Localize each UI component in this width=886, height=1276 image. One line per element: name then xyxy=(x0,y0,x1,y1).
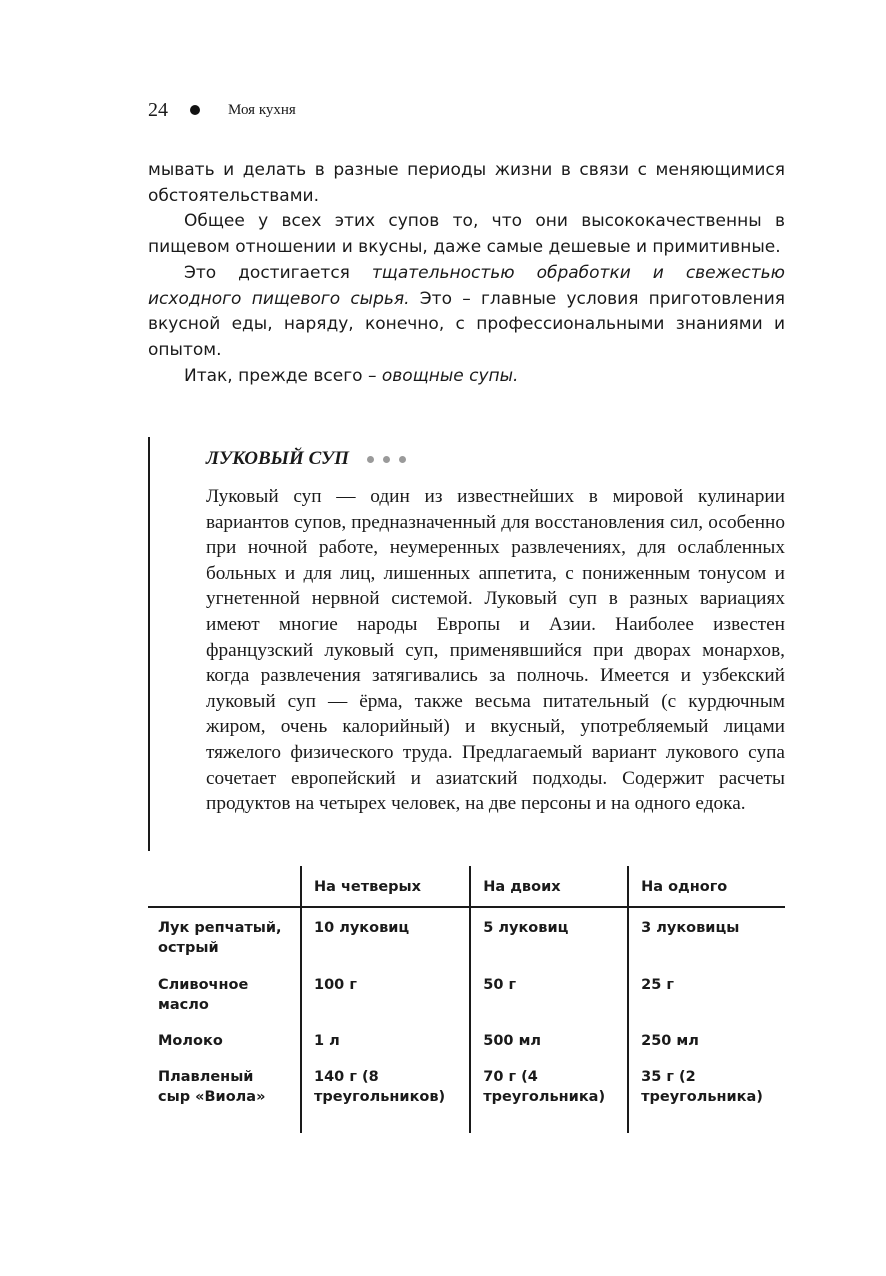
table-cell: Лук репчатый, острый xyxy=(158,920,282,956)
table-cell: 100 г xyxy=(301,965,470,1021)
table-row xyxy=(148,1021,785,1057)
paragraph-4 xyxy=(148,364,785,390)
table-row xyxy=(148,1057,785,1133)
table-cell: 70 г (4 треугольника) xyxy=(470,1057,628,1133)
table-cell: Плавленый сыр «Виола» xyxy=(158,1069,266,1105)
ornament-dots-icon xyxy=(367,456,415,463)
table-cell: 250 мл xyxy=(628,1021,785,1057)
table-header-row xyxy=(148,866,785,907)
table-row xyxy=(148,965,785,1021)
section-heading xyxy=(206,444,785,474)
section-title: ЛУКОВЫЙ СУП xyxy=(206,448,350,469)
table-cell: 50 г xyxy=(470,965,628,1021)
bullet-icon xyxy=(190,105,200,115)
paragraph-2: Общее у всех этих супов то, что они высококачественны в пищевом отношении и вкусны, даже самые дешевые и примитивные. xyxy=(148,211,785,258)
page-header xyxy=(148,98,296,122)
table-cell: 140 г (8 треугольников) xyxy=(301,1057,470,1133)
paragraph-3-start: Это достигается xyxy=(184,262,372,283)
table-cell: Сливочное масло xyxy=(158,977,249,1013)
table-cell: 10 луковиц xyxy=(301,907,470,965)
section-body: Луковый суп — один из известнейших в мировой кулинарии вариантов супов, предназначенный для восстановления сил, особенно при ночной работе, неумеренных развлечениях, для ослабленных больных и для лиц, лишенных аппетита, с пониженным тонусом и угнетенной нервной системой. Луковый суп в разных вариациях имеют многие народы Европы и Азии. Наиболее известен французский луковый суп, применявшийся при дворах монархов, когда развлечения затягивались за полночь. Имеется и узбекский луковый суп — ёрма, также весьма питательный (с курдючным жиром, очень калорийный) и вкусный, употребляемый лицами тяжелого физического труда. Предлагаемый вариант лукового супа сочетает европейский и азиатский подходы. Содержит расчеты продуктов на четырех человек, на две персоны и на одного едока. xyxy=(206,486,785,815)
running-title: Моя кухня xyxy=(228,101,296,118)
page-number: 24 xyxy=(148,98,168,121)
paragraph-4-emphasis: овощные супы. xyxy=(381,365,519,386)
paragraph-4-start: Итак, прежде всего – xyxy=(184,365,382,386)
table-cell: 500 мл xyxy=(470,1021,628,1057)
table-cell: 35 г (2 треугольника) xyxy=(628,1057,785,1133)
paragraph-1: мывать и делать в разные периоды жизни в связи с меняющимися обстоятельствами. xyxy=(148,160,785,206)
table-cell: 1 л xyxy=(301,1021,470,1057)
table-cell: 5 луковиц xyxy=(470,907,628,965)
table-header-cell: На четверых xyxy=(301,866,470,907)
paragraph-3-emphasis: тщательностью обработки и свежестью исходного пищевого сырья. xyxy=(148,262,785,309)
paragraph-3 xyxy=(148,261,785,364)
table-cell: 25 г xyxy=(628,965,785,1021)
paragraph-3-end: Это – главные условия приготовления вкусной еды, наряду, конечно, с профессиональными знаниями и опытом. xyxy=(148,288,785,360)
intro-text xyxy=(148,158,785,389)
table-cell: 3 луковицы xyxy=(628,907,785,965)
table-header-cell: На одного xyxy=(628,866,785,907)
table-row xyxy=(148,907,785,965)
table-cell: Молоко xyxy=(158,1033,223,1049)
section-rule xyxy=(148,437,150,851)
table-header-cell xyxy=(148,866,301,907)
ingredients-table xyxy=(148,866,785,1133)
table-header-cell: На двоих xyxy=(470,866,628,907)
recipe-section xyxy=(206,444,785,817)
